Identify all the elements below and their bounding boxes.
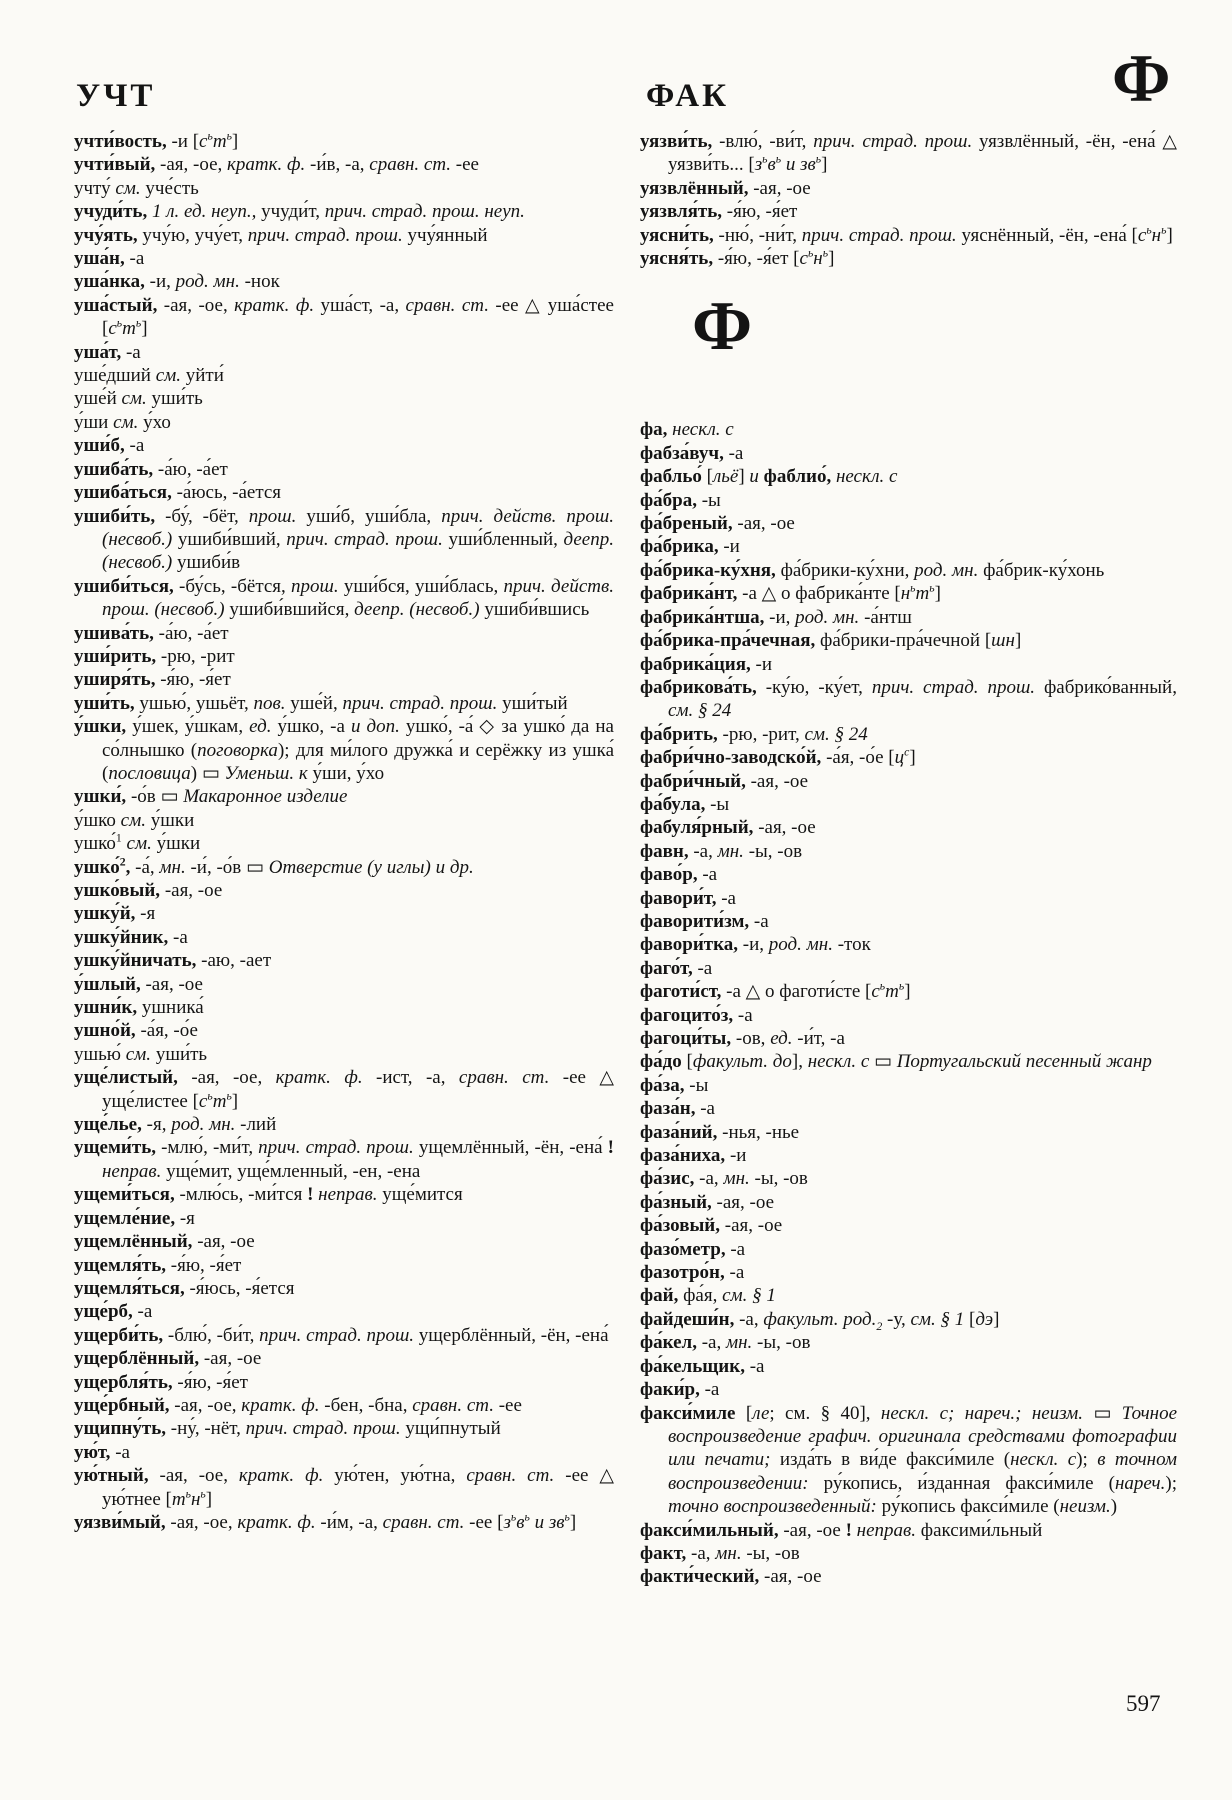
dictionary-entry: фа́зовый, -ая, -ое — [640, 1215, 783, 1237]
dictionary-entry: фаза́ний, -нья, -нье — [640, 1121, 800, 1143]
dictionary-entry: уще́рбный, -ая, -ое, кратк. ф. -бен, -бна, сравн. ст. -ее — [74, 1394, 522, 1416]
dictionary-entry: уязвля́ть, -я́ю, -я́ет — [640, 201, 798, 223]
dictionary-entry: ушки́, -о́в ▭ Макаронное изделие — [74, 786, 348, 808]
dictionary-entry: факси́миле [ле; см. § 40], нескл. с; нареч.; неизм. ▭ Точное воспроизведение графич. оригинала средствами фотографии или печати; изда́ть в ви́де факси́миле (нескл. с); в точном воспроизведении: ру́копись, и́зданная факси́миле (нареч.); точно воспроизведенный: ру́копись факси́миле (неизм.) — [640, 1402, 1178, 1518]
dictionary-entry: уше́й см. уши́ть — [74, 388, 203, 410]
dictionary-entry: фа́кельщик, -а — [640, 1355, 765, 1377]
dictionary-entry: у́шки, у́шек, у́шкам, ед. у́шко, -а и доп. ушко́, -а́ ◇ за ушко́ да на со́лнышко (поговорка); для ми́лого дружка́ и серёжку из ушка́ (пословица) ▭ Уменьш. к у́ши, у́хо — [74, 716, 615, 784]
dictionary-entry: уша́нка, -и, род. мн. -нок — [74, 271, 280, 293]
dictionary-entry: фа́брика, -и — [640, 536, 740, 558]
section-divider — [640, 270, 1177, 418]
dictionary-entry: фаго́т, -а — [640, 957, 713, 979]
dictionary-entry: ущерблённый, -ая, -ое — [74, 1348, 262, 1370]
dictionary-entry: ушку́й, -я — [74, 903, 156, 925]
dictionary-entry: уясня́ть, -я́ю, -я́ет $[с^ьн^ь]$ — [640, 246, 835, 270]
dictionary-entry: ущеми́ться, -млю́сь, -ми́тся ! неправ. уще́мится — [74, 1184, 463, 1206]
dictionary-entry: фагоци́ты, -ов, ед. -и́т, -а — [640, 1028, 845, 1049]
dictionary-entry: факи́р, -а — [640, 1379, 720, 1401]
dictionary-entry: фаво́р, -а — [640, 864, 718, 886]
dictionary-entry: уще́листый, -ая, -ое, кратк. ф. -ист, -а, сравн. ст. -ее △ уще́листее $[с^ьт^ь]$ — [74, 1067, 614, 1112]
dictionary-entry: уширя́ть, -я́ю, -я́ет — [74, 669, 231, 691]
dictionary-entry: ушни́к, ушника́ — [74, 997, 204, 1019]
dictionary-entry: фаготи́ст, -а △ о фаготи́сте $[с^ьт^ь]$ — [640, 979, 911, 1003]
dictionary-entry: ущемля́ться, -я́юсь, -я́ется — [74, 1277, 295, 1299]
running-head-left: УЧТ — [76, 78, 156, 114]
dictionary-entry: фабри́чный, -ая, -ое — [640, 770, 809, 792]
dictionary-entry: фа, нескл. с — [640, 419, 734, 441]
dictionary-entry: фабрика́ция, -и — [640, 653, 772, 675]
dictionary-entry: у́ши см. у́хо — [74, 411, 171, 433]
section-letter-f: Ф — [692, 288, 753, 366]
dictionary-entry: фавн, -а, мн. -ы, -ов — [640, 840, 803, 862]
dictionary-entry: фабуля́рный, -ая, -ое — [640, 817, 816, 839]
dictionary-entry: фа́за, -ы — [640, 1074, 709, 1096]
dictionary-entry: ушку́йничать, -аю, -ает — [74, 950, 272, 972]
dictionary-entry: ушко́вый, -ая, -ое — [74, 880, 223, 901]
dictionary-entry: ушко́$^1$ см. у́шки — [74, 831, 201, 855]
dictionary-entry: факси́мильный, -ая, -ое ! неправ. факсими́льный — [640, 1519, 1043, 1541]
dictionary-entry: фабрика́нт, -а △ о фабрика́нте $[н^ьт^ь]$ — [640, 581, 941, 605]
dictionary-entry: фа́до [факульт. до], нескл. с ▭ Португальский песенный жанр — [640, 1051, 1152, 1073]
dictionary-entry: фазотро́н, -а — [640, 1262, 745, 1284]
dictionary-entry: фагоцито́з, -а — [640, 1004, 753, 1026]
dictionary-entry: уши́рить, -рю, -рит — [74, 645, 235, 667]
dictionary-entry: фабрика́нтша, -и, род. мн. -а́нтш — [640, 606, 912, 628]
dictionary-entry: ущемле́ние, -я — [74, 1207, 195, 1229]
dictionary-entry: фа́кел, -а, мн. -ы, -ов — [640, 1332, 811, 1354]
right-column-f-entries — [640, 418, 1177, 1588]
dictionary-entry: фабри́чно-заводско́й, -а́я, -о́е $[ц^с]$ — [640, 745, 916, 769]
dictionary-entry: ушку́йник, -а — [74, 926, 188, 948]
dictionary-entry: ущемля́ть, -я́ю, -я́ет — [74, 1254, 242, 1276]
dictionary-entry: уши́ть, ушью́, ушьёт, пов. уше́й, прич. страд. прош. уши́тый — [74, 692, 568, 714]
dictionary-entry: учти́вость, -и $[с^ьт^ь]$ — [74, 129, 239, 152]
running-head-right: ФАК — [646, 78, 730, 114]
dictionary-entry: уязвлённый, -ая, -ое — [640, 177, 811, 199]
dictionary-entry: фавори́т, -а — [640, 887, 736, 909]
dictionary-entry: фавори́тка, -и, род. мн. -ток — [640, 934, 871, 956]
dictionary-entry: ушиби́ться, -бу́сь, -бётся, прош. уши́бся, уши́блась, прич. действ. прош. (несвоб.) ушиби́вшийся, деепр. (несвоб.) ушиби́вшись — [74, 575, 614, 621]
dictionary-entry: уще́лье, -я, род. мн. -лий — [74, 1114, 277, 1136]
dictionary-entry: ую́т, -а — [74, 1441, 130, 1463]
dictionary-entry: фа́брика-ку́хня, фа́брики-ку́хни, род. мн. фа́брик-ку́хонь — [640, 559, 1105, 581]
page-number: 597 — [1126, 1691, 1161, 1716]
dictionary-entry: ушко́$^2$, -а́, мн. -и́, -о́в ▭ Отверстие (у иглы) и др. — [74, 855, 474, 878]
dictionary-entry: уши́б, -а — [74, 435, 145, 457]
dictionary-entry: ущеми́ть, -млю́, -ми́т, прич. страд. прош. ущемлённый, -ён, -ена́ ! неправ. уще́мит, уще́мленный, -ен, -ена — [74, 1137, 614, 1182]
dictionary-entry: ушью́ см. уши́ть — [74, 1043, 208, 1065]
dictionary-entry: фабльо́ [льё] и фаблио́, нескл. с — [640, 466, 898, 488]
dictionary-entry: ущемлённый, -ая, -ое — [74, 1231, 255, 1253]
dictionary-entry: у́шко см. у́шки — [74, 809, 195, 831]
dictionary-entry: ущербля́ть, -я́ю, -я́ет — [74, 1371, 248, 1393]
dictionary-entry: фазо́метр, -а — [640, 1238, 746, 1260]
dictionary-entry: уще́рб, -а — [74, 1301, 153, 1323]
dictionary-entry: факти́ческий, -ая, -ое — [640, 1566, 822, 1588]
dictionary-entry: фаворити́зм, -а — [640, 910, 769, 932]
dictionary-entry: ушива́ть, -а́ю, -а́ет — [74, 622, 229, 644]
dictionary-entry: уязви́ть, -влю́, -ви́т, прич. страд. прош. уязвлённый, -ён, -ена́ △ уязви́ть... [$з^ьв^ь$ и $зв^ь$] — [640, 131, 1177, 176]
right-column-top-entries — [640, 130, 1177, 270]
dictionary-entry: у́шлый, -ая, -ое — [74, 973, 203, 995]
dictionary-entry: ушиби́ть, -бу́, -бёт, прош. уши́б, уши́бла, прич. действ. прош. (несвоб.) ушиби́вший, прич. страд. прош. уши́бленный, деепр. (несвоб.) ушиби́в — [74, 505, 615, 574]
dictionary-entry: фа́бреный, -ая, -ое — [640, 513, 795, 535]
dictionary-entry: уше́дший см. уйти́ — [74, 365, 224, 387]
thumb-index-letter: Ф — [1112, 40, 1171, 116]
dictionary-entry: ушиба́ться, -а́юсь, -а́ется — [74, 482, 282, 504]
dictionary-entry: фа́зный, -ая, -ое — [640, 1191, 775, 1213]
dictionary-entry: уша́стый, -ая, -ое, кратк. ф. уша́ст, -а, сравн. ст. -ее △ уша́стее $[с^ьт^ь]$ — [74, 294, 614, 340]
dictionary-entry: ущерби́ть, -блю́, -би́т, прич. страд. прош. ущерблённый, -ён, -ена́ — [74, 1324, 609, 1346]
dictionary-entry: фаза́ниха, -и — [640, 1145, 747, 1167]
dictionary-entry: фай, фа́я, см. § 1 — [640, 1285, 776, 1307]
dictionary-entry: фа́бра, -ы — [640, 489, 721, 511]
left-column — [74, 130, 614, 1534]
dictionary-entry: учту́ см. уче́сть — [74, 177, 199, 199]
dictionary-entry: уязви́мый, -ая, -ое, кратк. ф. -и́м, -а, сравн. ст. -ее [$з^ьв^ь$ и $зв^ь$] — [74, 1510, 577, 1533]
dictionary-entry: фабрикова́ть, -ку́ю, -ку́ет, прич. страд. прош. фабрико́ванный, см. § 24 — [640, 676, 1177, 722]
dictionary-entry: фабза́вуч, -а — [640, 442, 744, 464]
dictionary-entry: фаза́н, -а — [640, 1098, 715, 1120]
right-column — [640, 130, 1177, 1589]
dictionary-entry: учуди́ть, 1 л. ед. неуп., учуди́т, прич. страд. прош. неуп. — [74, 201, 525, 223]
dictionary-entry: фа́брить, -рю, -рит, см. § 24 — [640, 723, 868, 745]
dictionary-entry: уша́н, -а — [74, 248, 145, 270]
dictionary-entry: учти́вый, -ая, -ое, кратк. ф. -и́в, -а, сравн. ст. -ее — [74, 154, 479, 176]
dictionary-entry: фа́брика-пра́чечная, фа́брики-пра́чечной [шн] — [640, 630, 1022, 652]
dictionary-entry: ущипну́ть, -ну́, -нёт, прич. страд. прош. ущи́пнутый — [74, 1418, 501, 1440]
dictionary-entry: уша́т, -а — [74, 341, 141, 363]
dictionary-entry: ушно́й, -а́я, -о́е — [74, 1020, 198, 1042]
dictionary-entry: учу́ять, учу́ю, учу́ет, прич. страд. прош. учу́янный — [74, 224, 488, 246]
dictionary-entry: файдеши́н, -а, факульт. $род._2$ -у, см. § 1 [дэ] — [640, 1308, 1000, 1333]
dictionary-entry: фа́була, -ы — [640, 793, 730, 815]
dictionary-entry: фа́зис, -а, мн. -ы, -ов — [640, 1168, 808, 1190]
dictionary-entry: уясни́ть, -ню́, -ни́т, прич. страд. прош. уяснённый, -ён, -ена́ $[с^ьн^ь]$ — [640, 223, 1173, 246]
dictionary-entry: факт, -а, мн. -ы, -ов — [640, 1542, 800, 1564]
dictionary-entry: ушиба́ть, -а́ю, -а́ет — [74, 458, 228, 480]
dictionary-entry: ую́тный, -ая, -ое, кратк. ф. ую́тен, ую́тна, сравн. ст. -ее △ ую́тнее $[т^ьн^ь]$ — [74, 1465, 614, 1510]
